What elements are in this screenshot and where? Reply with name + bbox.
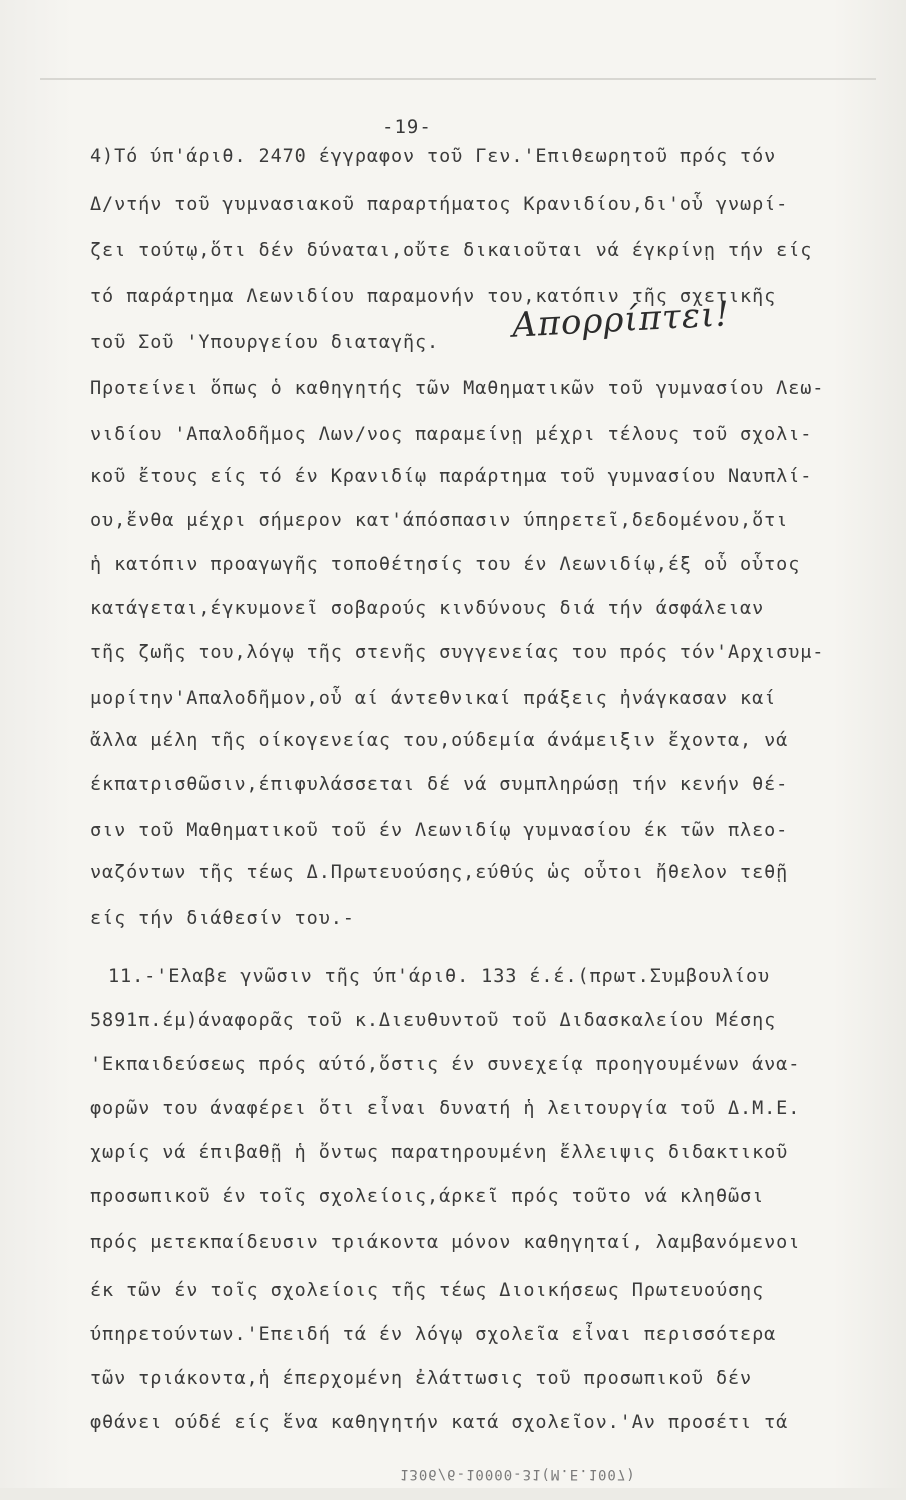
text-line: 5891π.έμ)άναφορᾶς τοῦ κ.Διευθυντοῦ τοῦ Διδασκαλείου Μέσης (90, 1010, 777, 1031)
text-line: Δ/ντήν τοῦ γυμνασιακοῦ παραρτήματος Κρανιδίου,δι'οὗ γνωρί- (90, 194, 789, 215)
text-line: τοῦ Σοῦ 'Υπουργείου διαταγῆς. (90, 332, 440, 353)
text-line: μορίτην'Απαλοδῆμον,οὗ αί άντεθνικαί πράξεις ἠνάγκασαν καί (90, 688, 777, 709)
text-line: 11.-'Ελαβε γνῶσιν τῆς ύπ'άριθ. 133 έ.έ.(πρωτ.Συμβουλίου (108, 966, 771, 987)
text-line: νιδίου 'Απαλοδῆμος Λων/νος παραμείνῃ μέχρι τέλους τοῦ σχολι- (90, 424, 813, 445)
text-line: ζει τούτῳ,ὅτι δέν δύναται,οὔτε δικαιοῦται νά έγκρίνῃ τήν είς (90, 240, 813, 261)
text-line: έκ τῶν έν τοῖς σχολείοις τῆς τέως Διοικήσεως Πρωτευούσης (90, 1280, 765, 1301)
text-line: χωρίς νά έπιβαθῇ ἡ ὄντως παρατηρουμένη ἔλλειψις διδακτικοῦ (90, 1142, 789, 1163)
text-line: τό παράρτημα Λεωνιδίου παραμονήν του,κατόπιν τῆς σχετικῆς (90, 286, 777, 307)
text-line: 'Εκπαιδεύσεως πρός αύτό,ὅστις έν συνεχείᾳ προηγουμένων άνα- (90, 1054, 801, 1075)
text-line: ύπηρετούντων.'Επειδή τά έν λόγῳ σχολεῖα εἶναι περισσότερα (90, 1324, 777, 1345)
text-line: τῶν τριάκοντα,ἡ έπερχομένη ἐλάττωσις τοῦ προσωπικοῦ δέν (90, 1368, 753, 1389)
text-line: κοῦ ἔτους είς τό έν Κρανιδίῳ παράρτημα τοῦ γυμνασίου Ναυπλί- (90, 466, 813, 487)
text-line: σιν τοῦ Μαθηματικοῦ τοῦ έν Λεωνιδίῳ γυμνασίου έκ τῶν πλεο- (90, 820, 789, 841)
bottom-margin (0, 1488, 906, 1500)
text-line: Προτείνει ὅπως ὁ καθηγητής τῶν Μαθηματικῶν τοῦ γυμνασίου Λεω- (90, 378, 825, 399)
footer-stamp: 1306/6-10000-31(Μ.Ε.1007) (400, 1466, 636, 1482)
text-line: πρός μετεκπαίδευσιν τριάκοντα μόνον καθηγηταί, λαμβανόμενοι (90, 1232, 801, 1253)
text-line: φθάνει ούδέ είς ἕνα καθηγητήν κατά σχολεῖον.'Αν προσέτι τά (90, 1412, 789, 1433)
text-line: είς τήν διάθεσίν του.- (90, 908, 355, 929)
top-margin-rule (40, 78, 876, 80)
handwritten-note: Απορρίπτει! (511, 294, 731, 346)
text-line: έκπατρισθῶσιν,έπιφυλάσσεται δέ νά συμπληρώσῃ τήν κενήν θέ- (90, 774, 789, 795)
text-line: φορῶν του άναφέρει ὅτι εἶναι δυνατή ἡ λειτουργία τοῦ Δ.Μ.Ε. (90, 1098, 801, 1119)
text-line: ναζόντων τῆς τέως Δ.Πρωτευούσης,εύθύς ὡς οὗτοι ἤθελον τεθῇ (90, 862, 789, 883)
text-line: ου,ἔνθα μέχρι σήμερον κατ'άπόσπασιν ύπηρετεῖ,δεδομένου,ὅτι (90, 510, 789, 531)
page-number: -19- (382, 116, 432, 138)
text-line: τῆς ζωῆς του,λόγῳ τῆς στενῆς συγγενείας του πρός τόν'Αρχισυμ- (90, 642, 825, 663)
text-line: κατάγεται,έγκυμονεῖ σοβαρούς κινδύνους διά τήν άσφάλειαν (90, 598, 765, 619)
text-line: 4)Τό ύπ'άριθ. 2470 έγγραφον τοῦ Γεν.'Επιθεωρητοῦ πρός τόν (90, 146, 777, 167)
text-line: ἄλλα μέλη τῆς οίκογενείας του,ούδεμία άνάμειξιν ἔχοντα, νά (90, 730, 789, 751)
text-line: ἡ κατόπιν προαγωγῆς τοποθέτησίς του έν Λεωνιδίῳ,έξ οὗ οὗτος (90, 554, 801, 575)
text-line: προσωπικοῦ έν τοῖς σχολείοις,άρκεῖ πρός τοῦτο νά κληθῶσι (90, 1186, 765, 1207)
